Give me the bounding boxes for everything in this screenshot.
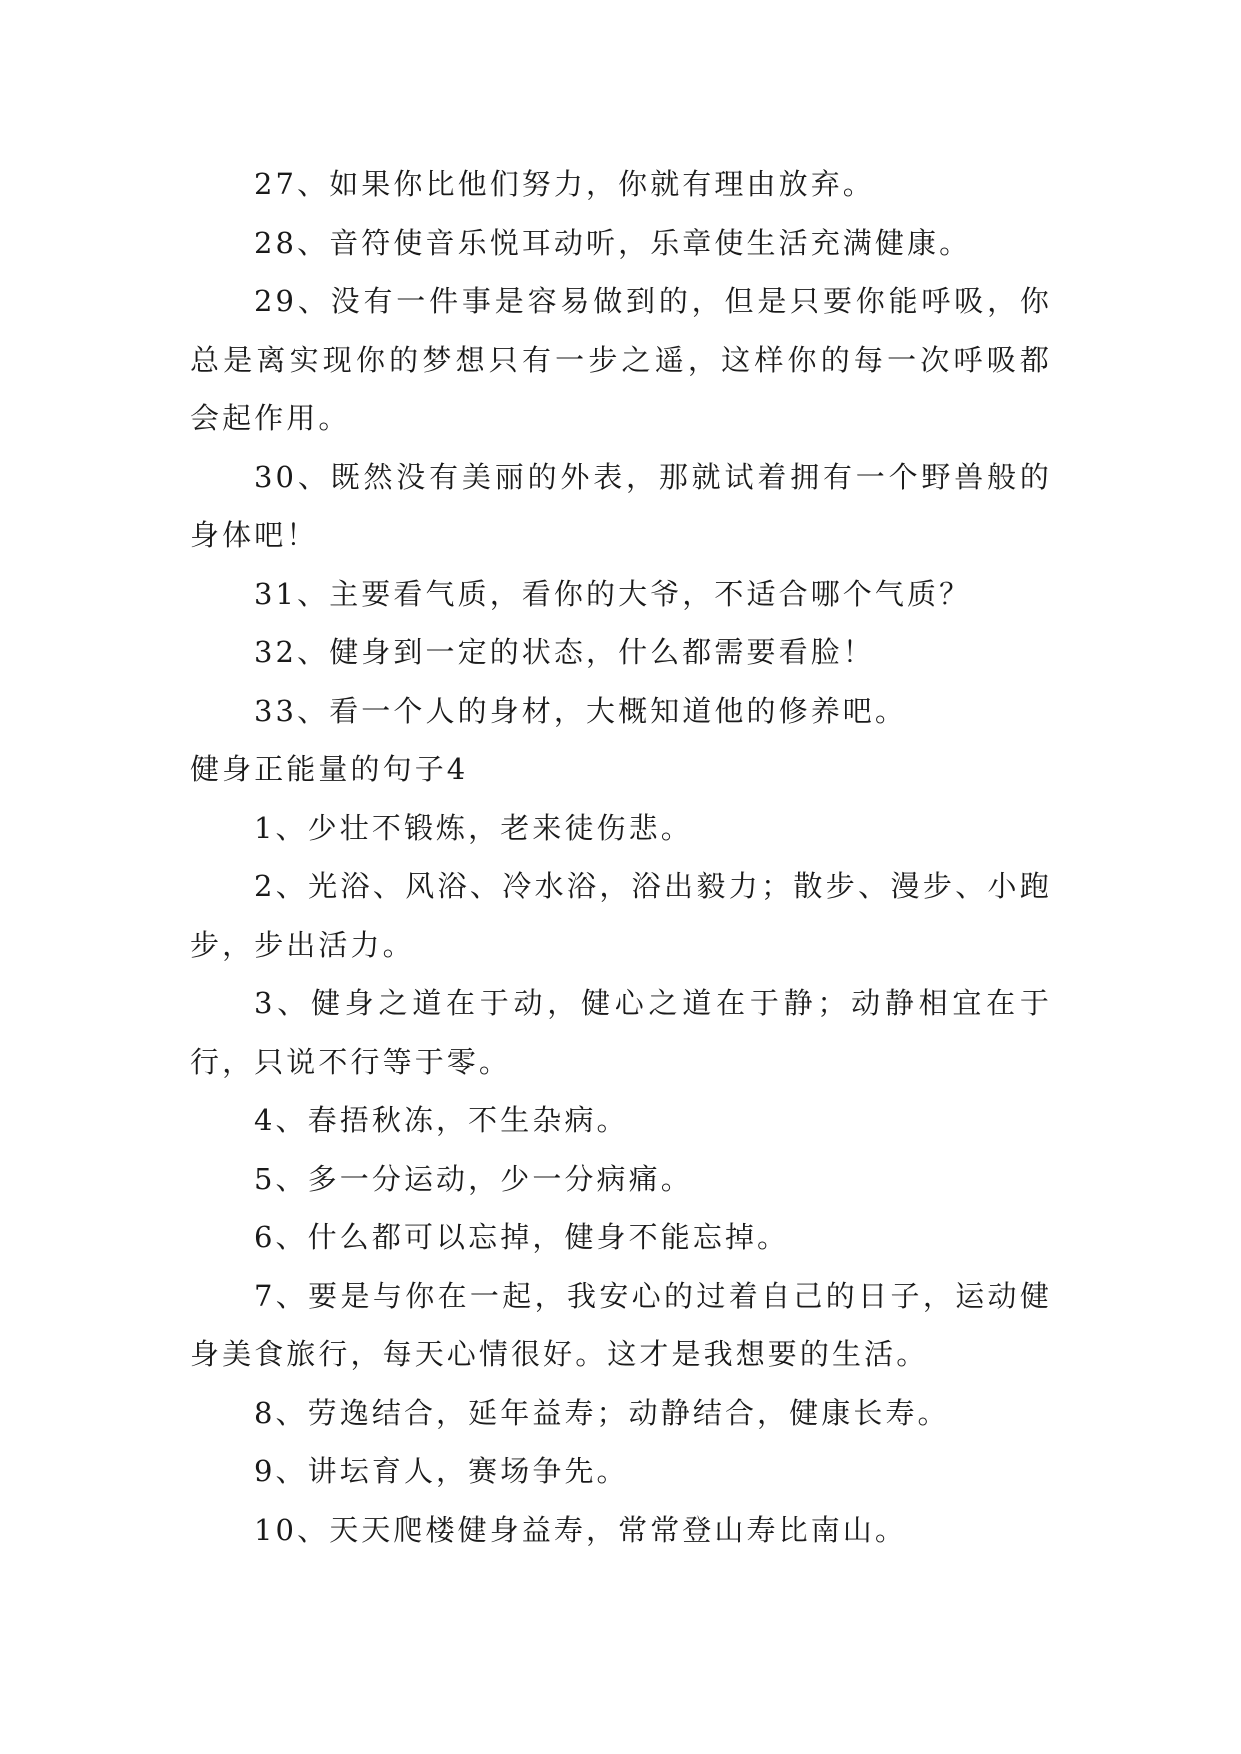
paragraph-9: 9、讲坛育人，赛场争先。	[254, 1454, 629, 1488]
paragraph-7: 7、要是与你在一起，我安心的过着自己的日子，运动健身美食旅行，每天心情很好。这才是我想要的生活。	[190, 1278, 1052, 1371]
paragraph-29: 29、没有一件事是容易做到的，但是只要你能呼吸，你总是离实现你的梦想只有一步之遥，这样你的每一次呼吸都会起作用。	[190, 284, 1052, 435]
section-heading: 健身正能量的句子4	[190, 752, 469, 786]
paragraph-1: 1、少壮不锻炼，老来徒伤悲。	[254, 810, 693, 845]
paragraph-8: 8、劳逸结合，延年益寿；动静结合，健康长寿。	[254, 1395, 950, 1430]
paragraph-2: 2、光浴、风浴、冷水浴，浴出毅力；散步、漫步、小跑步，步出活力。	[190, 869, 1052, 962]
paragraph-6: 6、什么都可以忘掉，健身不能忘掉。	[254, 1220, 790, 1254]
paragraph-4: 4、春捂秋冻，不生杂病。	[254, 1103, 629, 1137]
paragraph-27: 27、如果你比他们努力，你就有理由放弃。	[254, 167, 875, 201]
paragraph-5: 5、多一分运动，少一分病痛。	[254, 1161, 693, 1196]
paragraph-3: 3、健身之道在于动，健心之道在于静；动静相宜在于行，只说不行等于零。	[190, 986, 1052, 1079]
paragraph-30: 30、既然没有美丽的外表，那就试着拥有一个野兽般的身体吧！	[190, 459, 1052, 552]
paragraph-32: 32、健身到一定的状态，什么都需要看脸！	[254, 635, 875, 669]
paragraph-33: 33、看一个人的身材，大概知道他的修养吧。	[254, 693, 908, 728]
paragraph-31: 31、主要看气质，看你的大爷，不适合哪个气质？	[254, 576, 972, 611]
paragraph-10: 10、天天爬楼健身益寿，常常登山寿比南山。	[254, 1512, 908, 1547]
document-body	[190, 155, 1052, 1559]
paragraph-28: 28、音符使音乐悦耳动听，乐章使生活充满健康。	[254, 225, 972, 260]
